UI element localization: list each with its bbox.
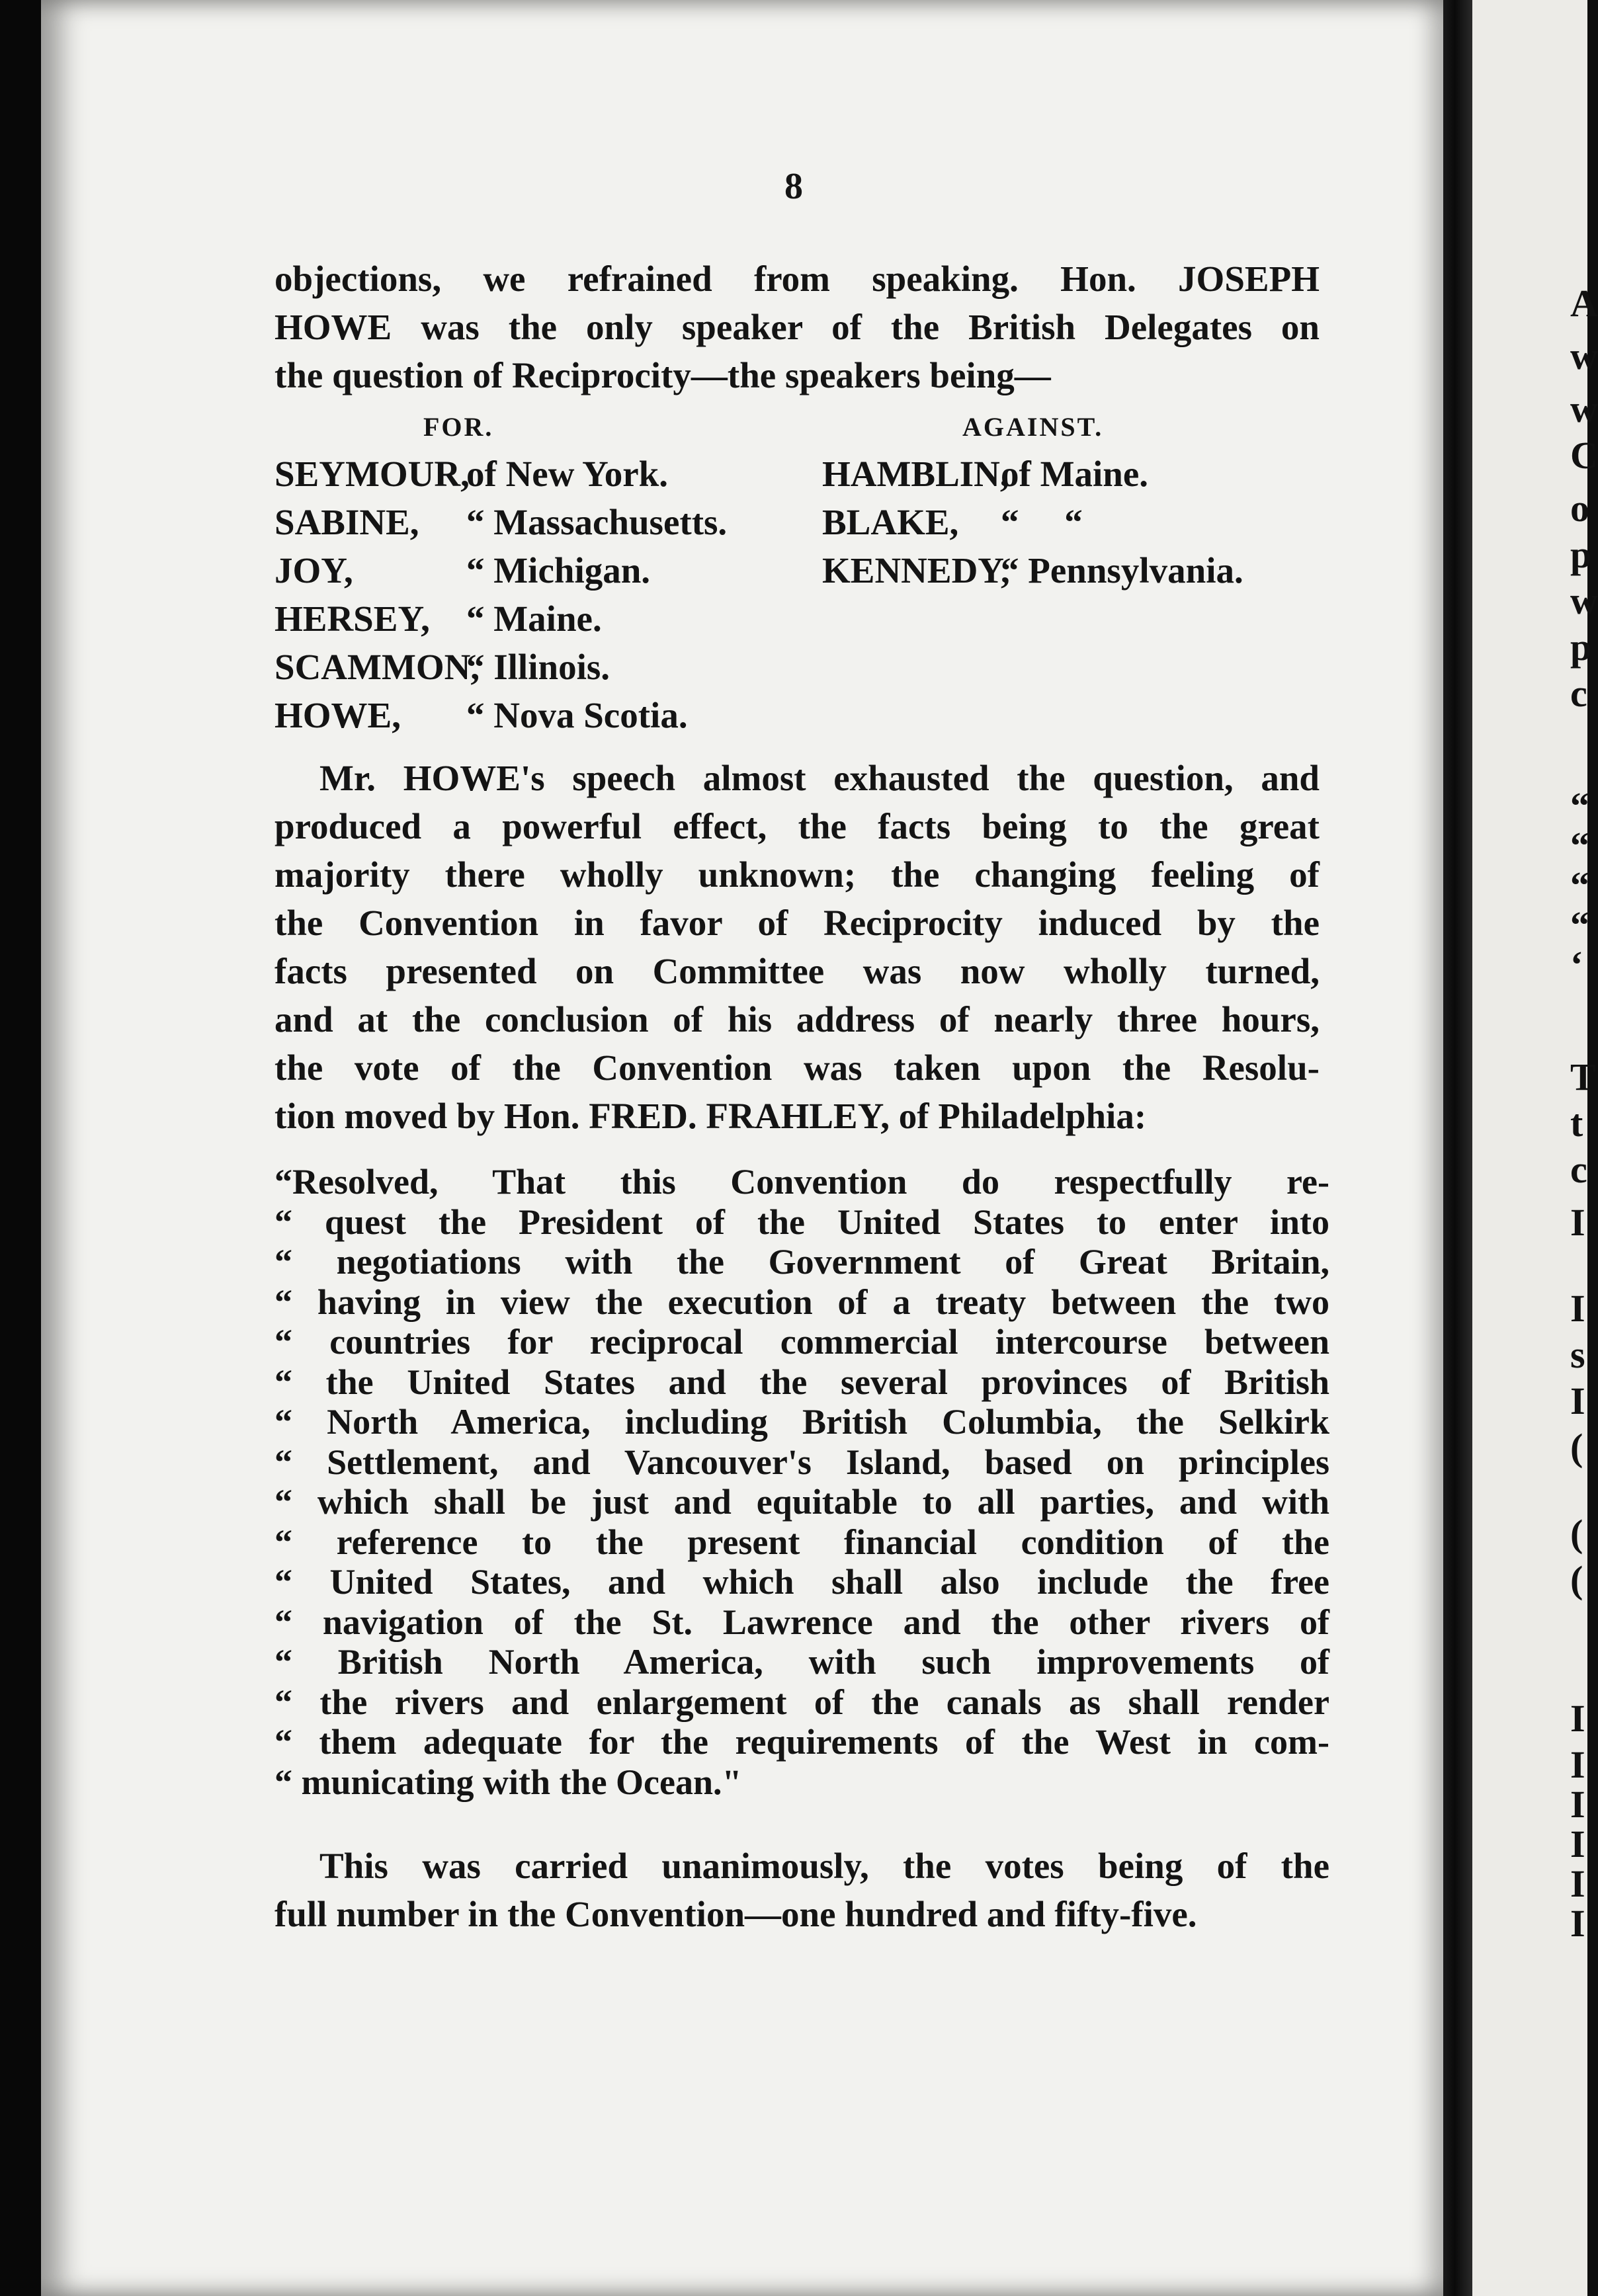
resolution-line: “ which shall be just and equitable to all parties, and with [274,1482,1329,1522]
book-gutter [1443,0,1472,2296]
for-name: HERSEY, [274,598,430,639]
adjacent-page-glyph: “ [1570,784,1589,827]
resolution-quote [274,1162,1329,1802]
speech-paragraph [274,754,1320,1140]
resolution-line: “Resolved, That this Convention do respectfully re- [274,1162,1329,1202]
adjacent-page-glyph: T [1570,1055,1596,1098]
for-row [274,501,727,543]
speech-line: the Convention in favor of Reciprocity induced by the [274,903,1320,943]
for-name: SEYMOUR, [274,454,470,494]
resolution-line: “ quest the President of the United States to enter into [274,1202,1329,1242]
speech-line: Mr. HOWE's speech almost exhausted the question, and [319,758,1320,798]
adjacent-page-glyph: w [1570,579,1598,622]
adjacent-page-glyph: ( [1570,1426,1583,1469]
adjacent-page-glyph: I [1570,1902,1585,1945]
intro-line: objections, we refrained from speaking. Hon. JOSEPH [274,259,1320,299]
adjacent-page-glyph: I [1570,1743,1585,1786]
for-place: “ Michigan. [466,550,651,591]
adjacent-page-glyph: p [1570,533,1592,576]
resolution-line: “ navigation of the St. Lawrence and the other rivers of [274,1602,1329,1642]
intro-line: the question of Reciprocity—the speakers being— [274,355,1051,395]
adjacent-page-glyph: I [1570,1697,1585,1740]
against-name: KENNEDY, [822,550,1010,591]
speech-line: majority there wholly unknown; the changing feeling of [274,854,1320,895]
against-row [822,453,1148,495]
speech-line: and at the conclusion of his address of nearly three hours, [274,999,1320,1040]
against-place: of Maine. [1001,454,1149,494]
adjacent-page-glyph: “ [1570,824,1589,867]
against-header: AGAINST. [962,412,1104,442]
adjacent-page-glyph: ( [1570,1512,1583,1555]
resolution-line: “ the rivers and enlargement of the canals as shall render [274,1682,1329,1722]
against-row [822,550,1243,591]
adjacent-page-glyph: I [1570,1783,1585,1826]
resolution-line: “ having in view the execution of a treaty between the two [274,1282,1329,1322]
adjacent-page-strip [1472,0,1598,2296]
for-row [274,550,650,591]
against-name: BLAKE, [822,502,959,542]
speech-line: produced a powerful effect, the facts being to the great [274,806,1320,846]
adjacent-page-glyph: ( [1570,1558,1583,1601]
against-row [822,501,1083,543]
adjacent-page-glyph: o [1570,487,1589,530]
resolution-line: “ them adequate for the requirements of the West in com- [274,1722,1329,1762]
closing-paragraph [274,1842,1329,1938]
for-name: JOY, [274,550,353,591]
for-place: “ Nova Scotia. [466,695,688,735]
speech-line: tion moved by Hon. FRED. FRAHLEY, of Philadelphia: [274,1096,1147,1136]
against-place: “ Pennsylvania. [1001,550,1243,591]
adjacent-page-glyph: ‘ [1570,943,1583,986]
resolution-line: “ British North America, with such improvements of [274,1642,1329,1682]
for-row [274,694,688,736]
scan-border-left [0,0,41,2296]
adjacent-page-glyph: w [1570,335,1598,378]
for-name: HOWE, [274,695,401,735]
adjacent-page-glyph: c [1570,1148,1587,1191]
speech-line: the vote of the Convention was taken upon the Resolu- [274,1047,1320,1088]
for-name: SABINE, [274,502,419,542]
resolution-line: “ Settlement, and Vancouver's Island, based on principles [274,1442,1329,1482]
page-number: 8 [784,166,803,207]
resolution-line: “ negotiations with the Government of Great Britain, [274,1242,1329,1282]
for-row [274,453,668,495]
adjacent-page-glyph: w [1570,388,1598,430]
resolution-line: “ United States, and which shall also include the free [274,1562,1329,1602]
for-place: “ Maine. [466,598,602,639]
resolution-line: “ countries for reciprocal commercial intercourse between [274,1322,1329,1362]
adjacent-page-glyph: “ [1570,903,1589,946]
for-header: FOR. [423,412,494,442]
adjacent-page-glyph: t [1570,1102,1583,1145]
for-name: SCAMMON, [274,647,480,687]
adjacent-page-glyph: C [1570,434,1598,477]
for-row [274,598,602,639]
adjacent-page-glyph: I [1570,1862,1585,1905]
adjacent-page-glyph: A [1570,282,1598,325]
for-row [274,646,610,688]
adjacent-page-glyph: c [1570,672,1587,715]
intro-line: HOWE was the only speaker of the British Delegates on [274,307,1320,347]
adjacent-page-glyph: s [1570,1333,1585,1376]
resolution-line: “ reference to the present financial condition of the [274,1522,1329,1562]
against-name: HAMBLIN, [822,454,1009,494]
intro-paragraph [274,255,1320,399]
adjacent-page-glyph: p [1570,626,1592,669]
for-place: of New York. [466,454,668,494]
against-place: “ “ [1001,502,1083,542]
resolution-line: “ municating with the Ocean." [274,1762,742,1802]
closing-line: full number in the Convention—one hundred and fifty-five. [274,1894,1197,1934]
speech-line: facts presented on Committee was now wholly turned, [274,951,1320,991]
closing-line: This was carried unanimously, the votes being of the [319,1846,1329,1886]
resolution-line: “ the United States and the several provinces of British [274,1362,1329,1402]
adjacent-page-glyph: I [1570,1287,1585,1330]
for-place: “ Massachusetts. [466,502,728,542]
resolution-line: “ North America, including British Columbia, the Selkirk [274,1402,1329,1442]
for-place: “ Illinois. [466,647,610,687]
adjacent-page-glyph: I [1570,1201,1585,1244]
adjacent-page-glyph: I [1570,1379,1585,1422]
adjacent-page-glyph: “ [1570,864,1589,907]
adjacent-page-glyph: I [1570,1823,1585,1866]
